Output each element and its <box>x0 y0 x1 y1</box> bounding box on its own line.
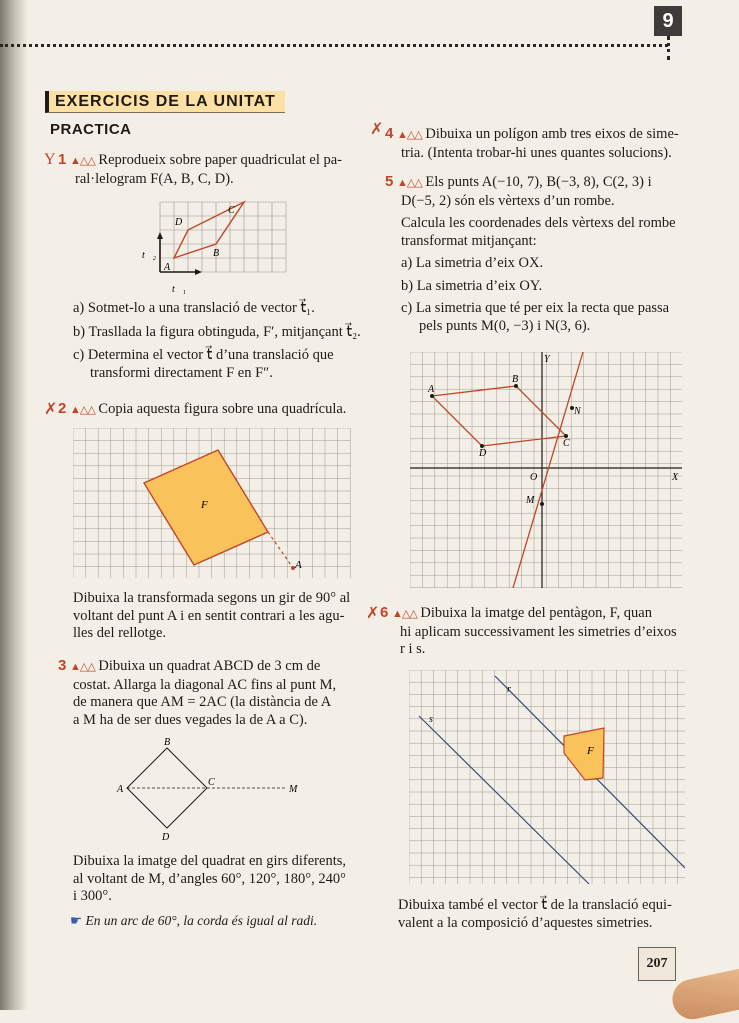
pentagon-symmetry-figure <box>409 670 685 884</box>
vertex-label-a: A <box>164 262 171 273</box>
thumb-photo <box>669 967 739 1023</box>
exercise-part-b: b) Trasllada la figura obtinguda, F′, mitjançant t⃗₂. <box>73 323 361 340</box>
exercise-text: Reprodueix sobre paper quadriculat el pa- <box>98 152 342 168</box>
difficulty-icon: ▲△△ <box>396 129 422 141</box>
axis-label-s: s <box>429 714 433 725</box>
exercise-text: transformat mitjançant: <box>401 232 537 249</box>
vertex-label-c: C <box>563 438 570 449</box>
difficulty-icon: ▲△△ <box>69 155 95 167</box>
difficulty-icon: ▲△△ <box>391 608 417 620</box>
exercise-text: Dibuixa la transformada segons un gir de 90° al <box>73 590 351 606</box>
exercise-2 <box>58 400 368 420</box>
pen-tick-mark: ✗ <box>44 401 58 418</box>
difficulty-icon: ▲△△ <box>69 661 95 673</box>
point-label-m: M <box>526 495 535 506</box>
exercise-text: hi aplicam successivament les simetries d’eixos <box>400 623 677 640</box>
pen-tick-mark: ✗ <box>370 121 384 138</box>
vertex-label-c: C <box>208 777 215 788</box>
vertex-label-c: C <box>228 205 235 216</box>
exercise-part-c-cont: transformi directament F en F″. <box>90 364 273 381</box>
hint-note <box>70 913 317 929</box>
parallelogram-figure <box>140 200 290 300</box>
exercise-text: Copia aquesta figura sobre una quadrícula. <box>98 401 347 417</box>
square-rotation-figure <box>73 428 351 578</box>
axis-label-r: r <box>507 684 511 695</box>
chapter-dotted-line <box>667 36 670 60</box>
exercise-text: de manera que AM = 2AC (la distància de A <box>73 694 332 710</box>
exercise-part-c: c) Determina el vector t⃗ d’una translació que <box>73 347 334 363</box>
exercise-number: 1 <box>58 151 67 168</box>
exercise-1-parts <box>73 300 368 382</box>
exercise-4 <box>385 125 685 162</box>
unit-title: EXERCICIS DE LA UNITAT <box>45 91 285 113</box>
figure-label-f: F <box>587 745 594 757</box>
vertex-label-a: A <box>428 384 435 395</box>
exercise-part-c: c) La simetria que té per eix la recta que passa <box>401 300 670 316</box>
exercise-text: al voltant de M, d’angles 60°, 120°, 180°, 240° <box>73 870 346 887</box>
exercise-text: ral·lelogram F(A, B, C, D). <box>75 170 234 187</box>
exercise-text: a M ha de ser dues vegades la de A a C). <box>73 711 308 728</box>
exercise-text: D(−5, 2) són els vèrtexs d’un rombe. <box>401 192 615 209</box>
exercise-text: Calcula les coordenades dels vèrtexs del rombe <box>401 215 676 231</box>
exercise-3-instructions <box>73 853 373 906</box>
vertex-label-a: A <box>117 784 124 795</box>
exercise-number: 2 <box>58 400 67 417</box>
exercise-3 <box>58 657 368 729</box>
exercise-text: Els punts A(−10, 7), B(−3, 8), C(2, 3) i <box>425 174 652 190</box>
pointing-hand-icon: ☛ <box>70 913 83 928</box>
exercise-part-a: a) La simetria d’eix OX. <box>401 255 544 271</box>
x-axis-label: X <box>672 472 679 483</box>
vertex-label-d: D <box>479 448 487 459</box>
exercise-text: Dibuixa també el vector t⃗ de la translació equi- <box>398 897 672 913</box>
vertex-label-b: B <box>164 737 171 748</box>
top-dotted-rule <box>0 44 668 47</box>
vertex-label-d: D <box>175 217 183 228</box>
rhombus-coordinate-figure <box>410 352 682 588</box>
difficulty-icon: ▲△△ <box>396 177 422 189</box>
point-label-n: N <box>574 406 581 417</box>
origin-label: O <box>530 472 538 483</box>
exercise-5 <box>385 173 685 335</box>
difficulty-icon: ▲△△ <box>69 404 95 416</box>
pen-tick-mark: Y <box>44 151 56 168</box>
chapter-number: 9 <box>654 6 682 36</box>
exercise-number: 6 <box>380 604 389 621</box>
exercise-6-instructions <box>398 897 688 932</box>
vertex-label-b: B <box>512 374 519 385</box>
section-title: PRACTICA <box>50 121 132 138</box>
vertex-label-d: D <box>162 832 170 843</box>
point-label-m: M <box>289 784 298 795</box>
exercise-number: 3 <box>58 657 67 674</box>
square-diagonal-figure <box>112 735 312 845</box>
exercise-1 <box>58 151 358 188</box>
page-number: 207 <box>638 947 676 981</box>
exercise-text: Dibuixa un polígon amb tres eixos de sime- <box>425 126 679 142</box>
exercise-part-c-cont: pels punts M(0, −3) i N(3, 6). <box>419 317 591 334</box>
pen-tick-mark: ✗ <box>366 605 380 622</box>
hint-text: En un arc de 60°, la corda és igual al radi. <box>85 913 318 928</box>
exercise-text: lles del rellotge. <box>73 625 167 641</box>
exercise-number: 5 <box>385 173 394 190</box>
exercise-part-a: a) Sotmet-lo a una translació de vector t⃗₁. <box>73 300 315 316</box>
point-label-a: A <box>295 559 302 571</box>
exercise-2-instructions <box>73 590 373 643</box>
exercise-text: Dibuixa un quadrat ABCD de 3 cm de <box>98 658 321 674</box>
figure-label-f: F <box>201 499 208 511</box>
exercise-text: tria. (Intenta trobar-hi unes quantes solucions). <box>401 144 672 161</box>
page-binding-shadow <box>0 0 28 1010</box>
exercise-part-b: b) La simetria d’eix OY. <box>401 277 543 294</box>
y-axis-label: Y <box>544 354 550 365</box>
vector-label-t1: t⃗₁ <box>172 284 187 295</box>
exercise-text: Dibuixa la imatge del quadrat en girs diferents, <box>73 853 346 869</box>
exercise-text: voltant del punt A i en sentit contrari a les agu- <box>73 607 345 624</box>
vector-label-t2: t⃗₂ <box>142 250 157 261</box>
vertex-label-b: B <box>213 248 220 259</box>
exercise-text: Dibuixa la imatge del pentàgon, F, quan <box>420 605 652 621</box>
exercise-text: i 300°. <box>73 888 112 904</box>
exercise-text: costat. Allarga la diagonal AC fins al punt M, <box>73 676 337 693</box>
exercise-number: 4 <box>385 125 394 142</box>
exercise-text: valent a la composició d’aquestes simetries. <box>398 914 653 931</box>
exercise-6 <box>380 604 685 659</box>
exercise-text: r i s. <box>400 641 426 657</box>
